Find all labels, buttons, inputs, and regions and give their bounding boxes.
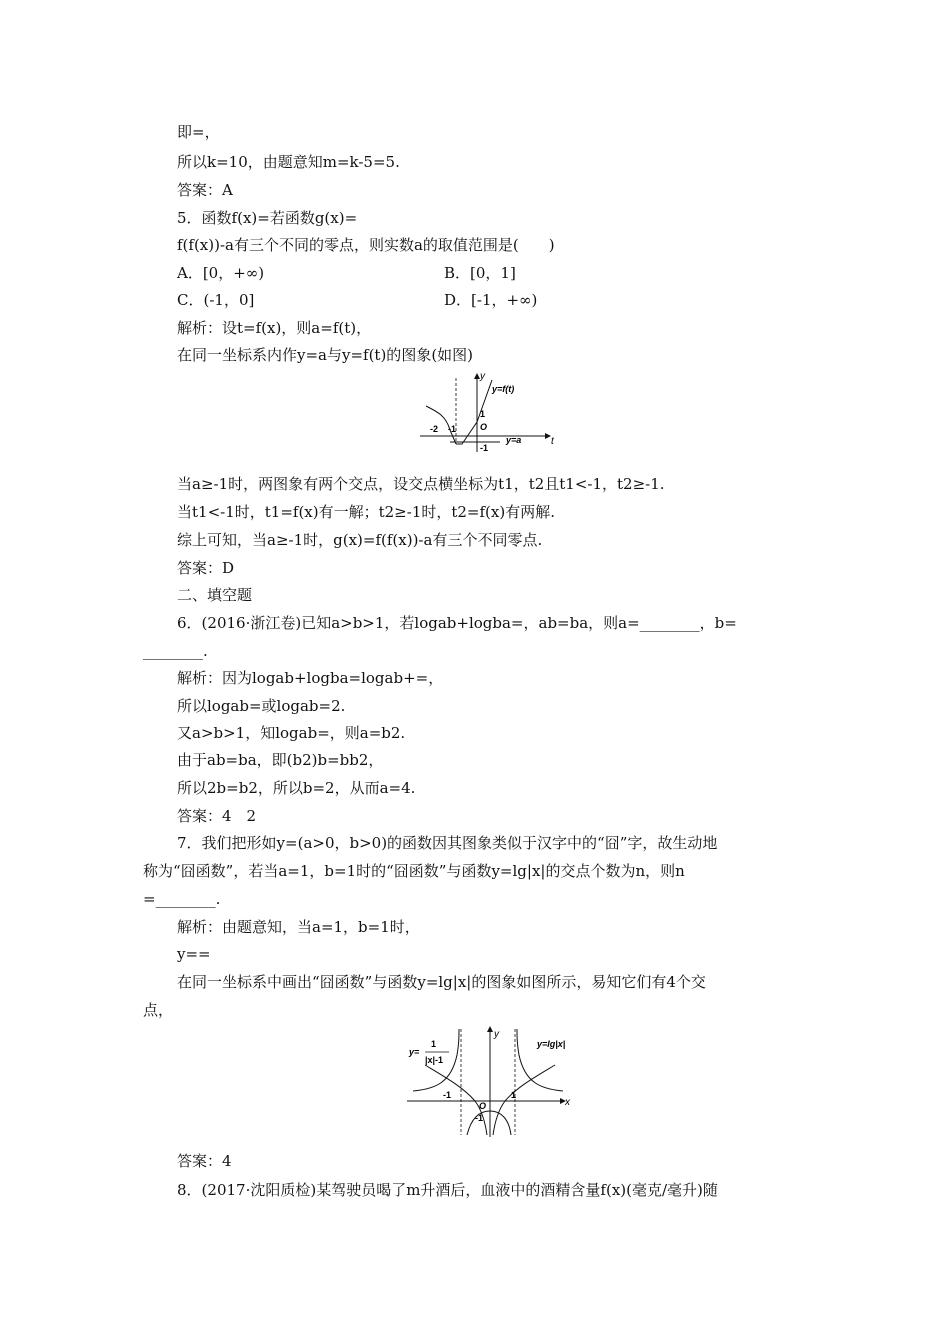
curve-vshape [456,380,492,444]
question-7-line3: =________. [143,890,221,908]
solution-6-line1: 解析：因为logab+logba=logab+=， [177,669,444,687]
fig1-one-label: 1 [480,409,486,419]
answer-d: 答案：D [177,559,235,577]
question-6-line2: ________. [143,642,208,660]
solution-7-line4: 点， [143,1001,174,1019]
fig2-neg1-label: -1 [443,1090,452,1100]
question-5-line1: 5．函数f(x)=若函数g(x)= [177,209,358,227]
fig2-num-label: 1 [431,1039,437,1049]
fig2-x-label: x [565,1097,570,1108]
solution-5-line2: 在同一坐标系内作y=a与y=f(t)的图象(如图) [177,346,474,364]
section-fill-blank: 二、填空题 [177,586,253,604]
solution-5-line5: 综上可知，当a≥-1时，g(x)=f(f(x))-a有三个不同零点. [177,531,543,549]
answer-a: 答案：A [177,181,233,199]
lg-right-branch [493,1065,555,1135]
fig1-origin-label: O [480,422,488,432]
fig2-den-label: |x|-1 [425,1055,444,1065]
answer-7: 答案：4 [177,1152,232,1170]
option-a: A．[0，+∞) [177,264,265,282]
lg-left-branch [425,1065,487,1135]
question-8-line1: 8．(2017·沈阳质检)某驾驶员喝了m升酒后，血液中的酒精含量f(x)(毫克/毫升)随 [177,1181,718,1199]
solution-6-line3: 又a>b>1，知logab=，则a=b2. [177,724,406,742]
option-d: D．[-1，+∞) [444,291,538,309]
question-5-line2: f(f(x))-a有三个不同的零点，则实数a的取值范围是( ) [177,236,555,254]
solution-6-line2: 所以logab=或logab=2. [177,697,346,715]
fig1-t-label: t [551,436,554,447]
fig1-line-label: y=a [506,435,522,445]
fig1-neg1-label: -1 [448,424,457,434]
option-b: B．[0，1] [444,264,516,282]
line-jie-eq: 即=， [177,123,220,141]
option-c: C．(-1，0] [177,291,255,309]
fig2-y-label: y [494,1029,499,1040]
solution-5-line3: 当a≥-1时，两图象有两个交点，设交点横坐标为t1，t2且t1<-1，t2≥-1. [177,475,665,493]
question-6-line1: 6．(2016·浙江卷)已知a>b>1，若logab+logba=，ab=ba，则a=________，b= [177,614,737,632]
fig2-neg1-y-label: -1 [475,1113,484,1123]
solution-7-line2: y== [177,945,211,963]
solution-6-line4: 由于ab=ba，即(b2)b=bb2， [177,751,384,769]
solution-7-line1: 解析：由题意知，当a=1，b=1时， [177,918,420,936]
question-7-line2: 称为“囧函数”，若当a=1，b=1时的“囧函数”与函数y=lg|x|的交点个数为n，则n [143,862,685,880]
solution-7-line3: 在同一坐标系中画出“囧函数”与函数y=lg|x|的图象如图所示，易知它们有4个交 [177,973,706,991]
fig2-origin-label: O [479,1101,487,1111]
fig2-lg-label: y=lg|x| [537,1039,566,1049]
solution-6-line5: 所以2b=b2，所以b=2，从而a=4. [177,779,416,797]
answer-6: 答案：4 2 [177,807,257,825]
fig1-neg1-axis-label: -1 [480,443,489,453]
jiong-middle [467,1111,511,1135]
figure-2-graph [405,1025,575,1140]
solution-5-line4: 当t1<-1时，t1=f(x)有一解；t2≥-1时，t2=f(x)有两解. [177,503,555,521]
figure-1-graph [420,370,560,455]
line-k10: 所以k=10，由题意知m=k-5=5. [177,153,400,171]
fig1-neg2-label: -2 [430,424,439,434]
fig2-lhs-label: y= [409,1047,420,1057]
fig1-curve-label: y=f(t) [492,384,515,394]
question-7-line1: 7．我们把形如y=(a>0，b>0)的函数因其图象类似于汉字中的“囧”字，故生动地 [177,834,718,852]
solution-5-line1: 解析：设t=f(x)，则a=f(t)， [177,319,372,337]
fig2-one-label: 1 [511,1090,517,1100]
fig1-y-label: y [480,371,485,382]
